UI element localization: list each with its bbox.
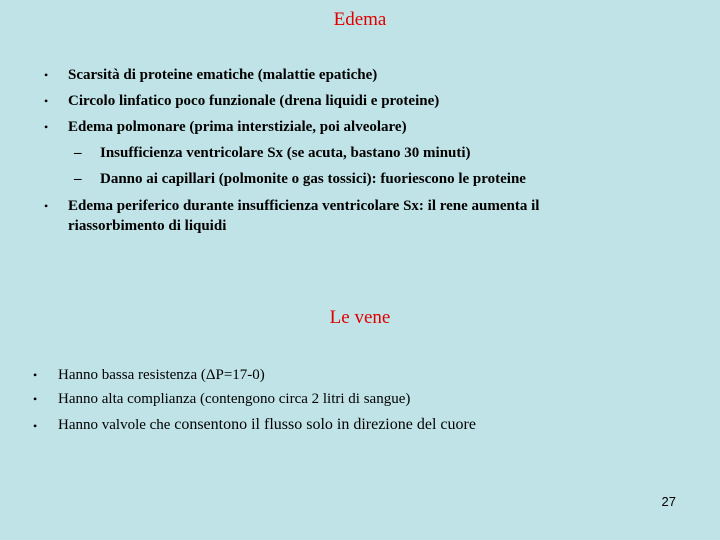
dash: – [74,145,82,161]
list-item: Edema polmonare (prima interstiziale, poi alveolare) [68,119,407,135]
sub-list-item: Insufficienza ventricolare Sx (se acuta, bastano 30 minuti) [100,145,471,161]
bullet: • [44,68,49,82]
bullet: • [44,120,49,134]
list-item: Scarsità di proteine ematiche (malattie epatiche) [68,67,378,83]
list-item-continuation: riassorbimento di liquidi [68,218,227,234]
item-text-part1: Hanno valvole che [58,417,175,433]
list-item: Hanno bassa resistenza (ΔP=17-0) [58,367,265,383]
bullet: • [33,419,38,433]
bullet: • [44,94,49,108]
sub-list-item: Danno ai capillari (polmonite o gas tossici): fuoriescono le proteine [100,171,526,187]
item-text-part2: consentono il flusso solo in direzione del cuore [174,416,476,433]
list-item [58,416,476,434]
bullet: • [33,392,38,406]
bullet: • [33,368,38,382]
list-item: Hanno alta complianza (contengono circa 2 litri di sangue) [58,391,411,407]
list-item: Edema periferico durante insufficienza ventricolare Sx: il rene aumenta il [68,198,540,214]
list-item: Circolo linfatico poco funzionale (drena liquidi e proteine) [68,93,440,109]
title-le-vene: Le vene [329,307,391,328]
page-number: 27 [661,494,676,509]
dash: – [74,171,82,187]
title-edema: Edema [333,9,387,30]
bullet: • [44,199,49,213]
